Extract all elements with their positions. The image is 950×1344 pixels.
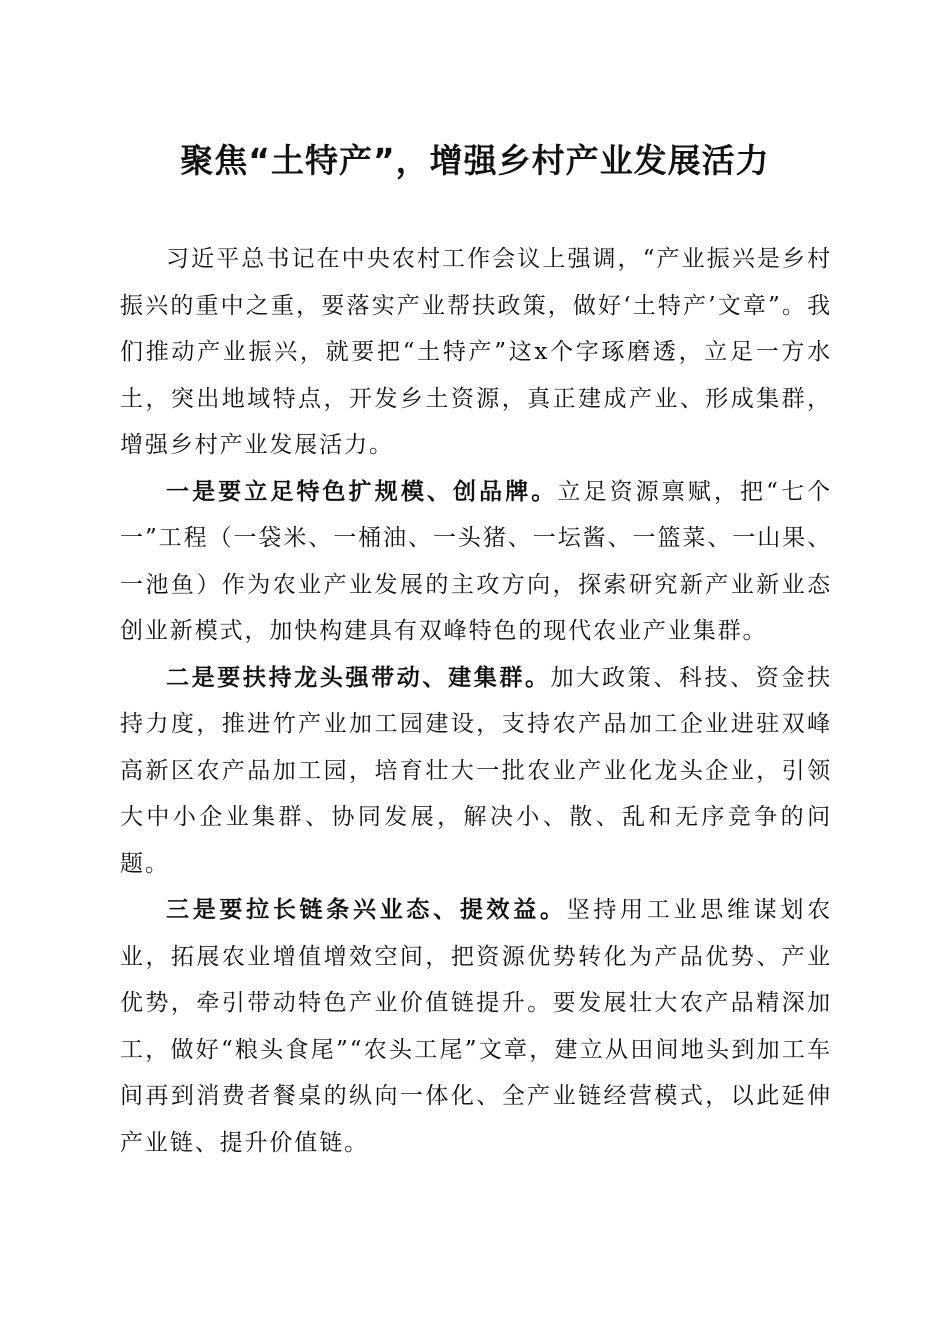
paragraph-text: 加大政策、科技、资金扶持力度，推进竹产业加工园建设，支持农产品加工企业进驻双峰高新区农产品加工园，培育壮大一批农业产业化龙头企业，引领大中小企业集群、协同发展，解决小、散、乱和无序竞争的问题。 (120, 664, 832, 877)
paragraph-point-one (120, 469, 832, 655)
document-body (120, 236, 832, 1166)
paragraph-point-two (120, 655, 832, 888)
paragraph-lead: 一是要立足特色扩规模、创品牌。 (166, 477, 558, 505)
paragraph-intro (120, 236, 832, 469)
document-title: 聚焦“土特产”，增强乡村产业发展活力 (180, 141, 770, 180)
paragraph-text: 习近平总书记在中央农村工作会议上强调，“产业振兴是乡村振兴的重中之重，要落实产业帮扶政策，做好‘土特产’文章”。我们推动产业振兴，就要把“土特产”这x个字琢磨透，立足一方水土，突出地域特点，开发乡土资源，真正建成产业、形成集群，增强乡村产业发展活力。 (120, 246, 832, 458)
paragraph-text: 立足资源禀赋，把“七个一”工程（一袋米、一桶油、一头猪、一坛酱、一篮菜、一山果、一池鱼）作为农业产业发展的主攻方向，探索研究新产业新业态创业新模式，加快构建具有双峰特色的现代农业产业集群。 (120, 478, 832, 644)
paragraph-lead: 二是要扶持龙头强带动、建集群。 (166, 663, 551, 691)
paragraph-text: 坚持用工业思维谋划农业，拓展农业增值增效空间，把资源优势转化为产品优势、产业优势，牵引带动特色产业价值链提升。要发展壮大农产品精深加工，做好“粮头食尾”“农头工尾”文章，建立从田间地头到加工车间再到消费者餐桌的纵向一体化、全产业链经营模式，以此延伸产业链、提升价值链。 (120, 897, 832, 1156)
paragraph-point-three (120, 887, 832, 1166)
paragraph-lead: 三是要拉长链条兴业态、提效益。 (166, 896, 567, 923)
